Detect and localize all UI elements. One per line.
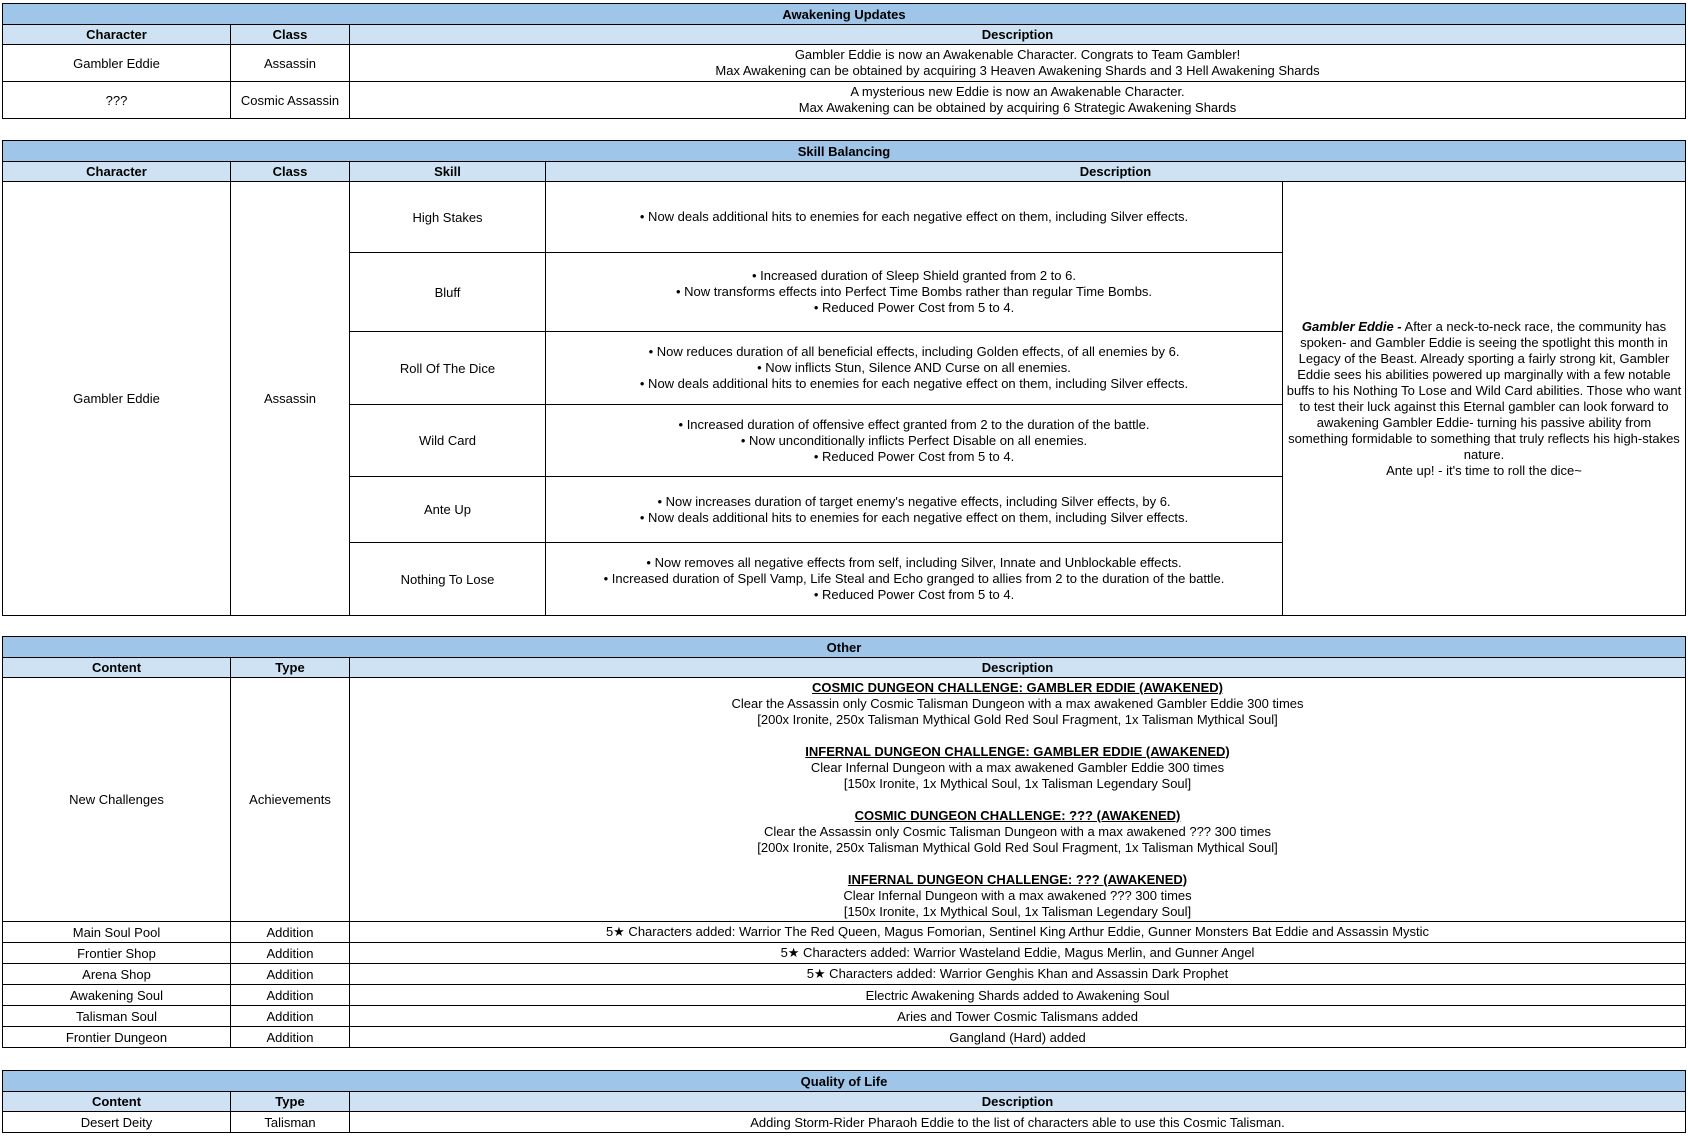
challenge-title: COSMIC DUNGEON CHALLENGE: ??? (AWAKENED) xyxy=(854,807,1181,823)
column-header-description: Description xyxy=(350,658,1686,678)
note-closing-line: Ante up! - it's time to roll the dice~ xyxy=(1386,462,1582,478)
description-line: • Reduced Power Cost from 5 to 4. xyxy=(813,448,1015,464)
column-header-type: Type xyxy=(231,1092,350,1112)
character-cell: Gambler Eddie xyxy=(3,45,231,82)
challenge-reward: [200x Ironite, 250x Talisman Mythical Gold Red Soul Fragment, 1x Talisman Mythical Soul] xyxy=(757,711,1278,727)
description-cell: Adding Storm-Rider Pharaoh Eddie to the list of characters able to use this Cosmic Talisman. xyxy=(350,1112,1686,1133)
column-header-class: Class xyxy=(231,25,350,45)
content-cell: Talisman Soul xyxy=(3,1006,231,1027)
type-cell: Addition xyxy=(231,985,350,1006)
spacer xyxy=(352,728,1683,744)
spacer xyxy=(352,856,1683,872)
description-line: • Now increases duration of target enemy's negative effects, including Silver effects, by 6. xyxy=(657,493,1171,509)
description-line: • Reduced Power Cost from 5 to 4. xyxy=(813,587,1015,602)
description-line: • Increased duration of Spell Vamp, Life Steal and Echo granged to allies from 2 to the duration of the battle. xyxy=(603,571,1225,586)
challenge-title: INFERNAL DUNGEON CHALLENGE: ??? (AWAKENED) xyxy=(847,871,1188,887)
character-cell: ??? xyxy=(3,82,231,119)
description-cell: Electric Awakening Shards added to Awakening Soul xyxy=(350,985,1686,1006)
description-cell: 5★ Characters added: Warrior Wasteland Eddie, Magus Merlin, and Gunner Angel xyxy=(350,943,1686,964)
content-cell: Awakening Soul xyxy=(3,985,231,1006)
table-row xyxy=(3,964,1686,985)
column-header-description: Description xyxy=(546,162,1686,182)
class-cell: Assassin xyxy=(231,45,350,82)
column-header-content: Content xyxy=(3,1092,231,1112)
description-cell xyxy=(350,82,1686,119)
description-line: Gambler Eddie is now an Awakenable Character. Congrats to Team Gambler! xyxy=(794,47,1241,62)
type-cell: Addition xyxy=(231,1006,350,1027)
table-row xyxy=(3,985,1686,1006)
description-cell: 5★ Characters added: Warrior Genghis Khan and Assassin Dark Prophet xyxy=(350,964,1686,985)
type-cell: Addition xyxy=(231,943,350,964)
column-header-skill: Skill xyxy=(350,162,546,182)
column-header-class: Class xyxy=(231,162,350,182)
content-cell: Arena Shop xyxy=(3,964,231,985)
challenge-title: COSMIC DUNGEON CHALLENGE: GAMBLER EDDIE (AWAKENED) xyxy=(812,679,1223,695)
quality-of-life-table xyxy=(2,1070,1686,1133)
description-cell xyxy=(350,45,1686,82)
column-header-character: Character xyxy=(3,162,231,182)
column-header-description: Description xyxy=(350,25,1686,45)
quality-of-life-section xyxy=(2,1070,1686,1133)
description-line: • Now inflicts Stun, Silence AND Curse on all enemies. xyxy=(757,360,1071,375)
section-title: Awakening Updates xyxy=(3,4,1686,25)
challenge-text: Clear the Assassin only Cosmic Talisman Dungeon with a max awakened Gambler Eddie 300 times xyxy=(731,695,1304,711)
description-cell xyxy=(546,405,1283,477)
description-cell: 5★ Characters added: Warrior The Red Queen, Magus Fomorian, Sentinel King Arthur Eddie, Gunner Monsters Bat Eddie and Assassin Mystic xyxy=(350,922,1686,943)
description-line: • Now deals additional hits to enemies for each negative effect on them, including Silver effects. xyxy=(639,209,1189,224)
other-table xyxy=(2,636,1686,1048)
description-line: • Now removes all negative effects from self, including Silver, Innate and Unblockable effects. xyxy=(646,555,1182,570)
column-header-character: Character xyxy=(3,25,231,45)
description-cell xyxy=(546,543,1283,616)
spotlight-note-cell xyxy=(1283,182,1686,616)
description-line: • Now reduces duration of all beneficial effects, including Golden effects, of all enemies by 6. xyxy=(648,344,1180,359)
challenge-text: Clear Infernal Dungeon with a max awakened Gambler Eddie 300 times xyxy=(810,759,1225,775)
content-cell: Main Soul Pool xyxy=(3,922,231,943)
note-heading: Gambler Eddie - xyxy=(1301,318,1402,334)
description-line: Max Awakening can be obtained by acquiring 6 Strategic Awakening Shards xyxy=(798,100,1237,115)
skill-name-cell: Wild Card xyxy=(350,405,546,477)
table-row xyxy=(3,182,1686,253)
table-row xyxy=(3,1027,1686,1048)
other-section xyxy=(2,636,1686,1048)
type-cell: Talisman xyxy=(231,1112,350,1133)
description-cell xyxy=(546,477,1283,543)
spacer xyxy=(352,792,1683,808)
description-line: • Increased duration of Sleep Shield granted from 2 to 6. xyxy=(752,268,1076,283)
column-header-description: Description xyxy=(350,1092,1686,1112)
skill-balancing-table xyxy=(2,140,1686,616)
description-line: • Reduced Power Cost from 5 to 4. xyxy=(813,300,1015,315)
description-cell: Aries and Tower Cosmic Talismans added xyxy=(350,1006,1686,1027)
description-line: • Now deals additional hits to enemies for each negative effect on them, including Silver effects. xyxy=(639,376,1189,391)
challenge-reward: [200x Ironite, 250x Talisman Mythical Gold Red Soul Fragment, 1x Talisman Mythical Soul] xyxy=(757,839,1278,855)
table-row xyxy=(3,1112,1686,1133)
content-cell: New Challenges xyxy=(3,678,231,922)
table-row xyxy=(3,82,1686,119)
class-cell: Cosmic Assassin xyxy=(231,82,350,119)
section-title: Other xyxy=(3,637,1686,658)
section-title: Skill Balancing xyxy=(3,141,1686,162)
awakening-updates-section xyxy=(2,3,1686,119)
skill-name-cell: Ante Up xyxy=(350,477,546,543)
type-cell: Addition xyxy=(231,922,350,943)
challenge-title: INFERNAL DUNGEON CHALLENGE: GAMBLER EDDIE (AWAKENED) xyxy=(805,743,1230,759)
description-cell xyxy=(546,253,1283,332)
skill-name-cell: Roll Of The Dice xyxy=(350,332,546,405)
description-cell xyxy=(546,332,1283,405)
type-cell: Achievements xyxy=(231,678,350,922)
description-line: Max Awakening can be obtained by acquiring 3 Heaven Awakening Shards and 3 Hell Awakening Shards xyxy=(715,63,1320,78)
content-cell: Desert Deity xyxy=(3,1112,231,1133)
description-cell: Gangland (Hard) added xyxy=(350,1027,1686,1048)
description-cell xyxy=(546,182,1283,253)
table-row xyxy=(3,1006,1686,1027)
class-cell: Assassin xyxy=(231,182,350,616)
note-body: After a neck-to-neck race, the community has spoken- and Gambler Eddie is seeing the spotlight this month in Legacy of the Beast. Already sporting a fairly strong kit, Gambler Eddie sees his abilities powered up marginally with a few notable buffs to his Nothing To Lose and Wild Card abilities. Those who want to test their luck against this Eternal gambler can look forward to awakening Gambler Eddie- turning his passive ability from something formidable to something that truly reflects his high-stakes nature. xyxy=(1286,318,1682,462)
challenge-reward: [150x Ironite, 1x Mythical Soul, 1x Talisman Legendary Soul] xyxy=(843,903,1192,919)
challenge-reward: [150x Ironite, 1x Mythical Soul, 1x Talisman Legendary Soul] xyxy=(843,775,1192,791)
challenges-description-cell xyxy=(350,678,1686,922)
description-line: • Now deals additional hits to enemies for each negative effect on them, including Silver effects. xyxy=(639,509,1189,525)
content-cell: Frontier Dungeon xyxy=(3,1027,231,1048)
description-line: • Increased duration of offensive effect granted from 2 to the duration of the battle. xyxy=(678,416,1150,432)
character-cell: Gambler Eddie xyxy=(3,182,231,616)
awakening-updates-table xyxy=(2,3,1686,119)
column-header-type: Type xyxy=(231,658,350,678)
skill-balancing-section xyxy=(2,140,1686,616)
table-row xyxy=(3,678,1686,922)
table-row xyxy=(3,922,1686,943)
type-cell: Addition xyxy=(231,964,350,985)
description-line: • Now transforms effects into Perfect Time Bombs rather than regular Time Bombs. xyxy=(675,284,1153,299)
content-cell: Frontier Shop xyxy=(3,943,231,964)
table-row xyxy=(3,943,1686,964)
column-header-content: Content xyxy=(3,658,231,678)
type-cell: Addition xyxy=(231,1027,350,1048)
section-title: Quality of Life xyxy=(3,1071,1686,1092)
challenge-text: Clear the Assassin only Cosmic Talisman Dungeon with a max awakened ??? 300 times xyxy=(763,823,1272,839)
description-line: A mysterious new Eddie is now an Awakenable Character. xyxy=(850,84,1185,99)
skill-name-cell: Nothing To Lose xyxy=(350,543,546,616)
skill-name-cell: Bluff xyxy=(350,253,546,332)
challenge-text: Clear Infernal Dungeon with a max awakened ??? 300 times xyxy=(843,887,1192,903)
description-line: • Now unconditionally inflicts Perfect Disable on all enemies. xyxy=(740,432,1088,448)
skill-name-cell: High Stakes xyxy=(350,182,546,253)
table-row xyxy=(3,45,1686,82)
